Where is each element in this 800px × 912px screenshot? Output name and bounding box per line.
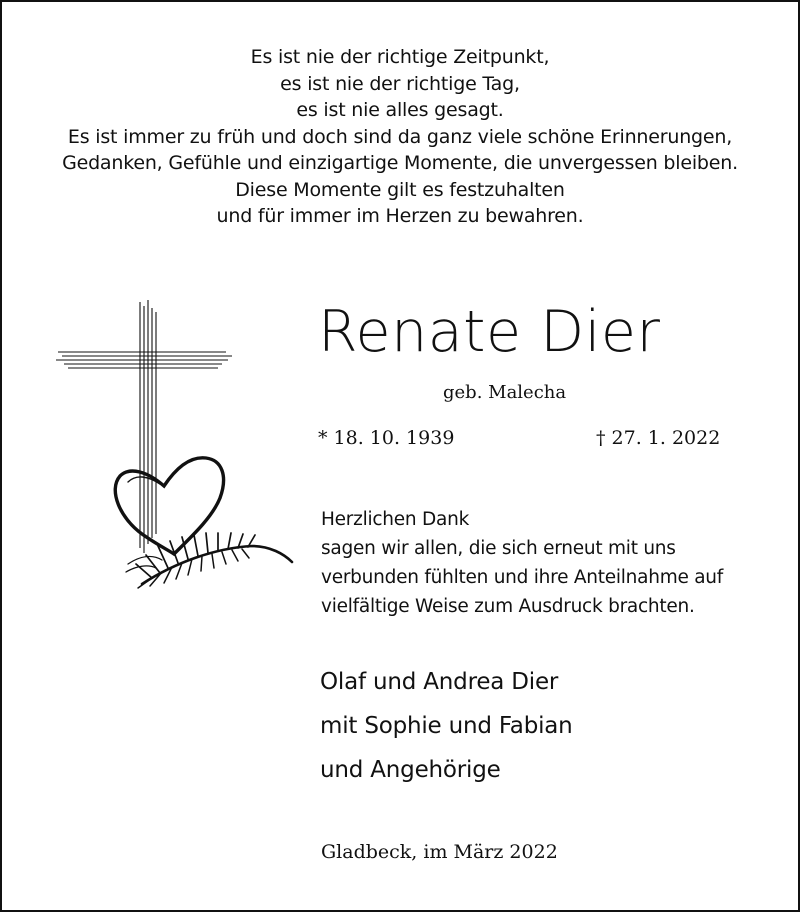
thanks-text bbox=[321, 505, 723, 621]
death-date: † 27. 1. 2022 bbox=[596, 427, 721, 449]
thanks-line: Herzlichen Dank bbox=[321, 509, 470, 530]
poem-line: es ist nie alles gesagt. bbox=[296, 99, 504, 121]
thanks-line: vielfältige Weise zum Ausdruck brachten. bbox=[321, 596, 695, 617]
poem-line: Gedanken, Gefühle und einzigartige Momente, die unvergessen bleiben. bbox=[62, 152, 738, 174]
deceased-name: Renate Dier bbox=[318, 299, 661, 365]
family-signature bbox=[320, 660, 573, 792]
poem-line: Es ist nie der richtige Zeitpunkt, bbox=[250, 46, 550, 68]
poem-line: Diese Momente gilt es festzuhalten bbox=[235, 178, 565, 201]
mourning-symbol bbox=[56, 298, 296, 602]
family-line: Olaf und Andrea Dier bbox=[320, 669, 559, 695]
maiden-name: geb. Malecha bbox=[443, 382, 567, 403]
poem-line: und für immer im Herzen zu bewahren. bbox=[216, 205, 584, 227]
poem-line: Es ist immer zu früh und doch sind da ganz viele schöne Erinnerungen, bbox=[67, 125, 733, 148]
family-line: mit Sophie und Fabian bbox=[320, 713, 573, 739]
family-line: und Angehörige bbox=[320, 757, 501, 783]
thanks-line: verbunden fühlten und ihre Anteilnahme auf bbox=[321, 567, 724, 588]
poem bbox=[0, 44, 800, 230]
birth-date: * 18. 10. 1939 bbox=[318, 427, 455, 449]
cross-icon bbox=[56, 300, 232, 553]
thanks-line: sagen wir allen, die sich erneut mit uns bbox=[321, 538, 676, 559]
poem-line: es ist nie der richtige Tag, bbox=[280, 72, 520, 95]
place-date: Gladbeck, im März 2022 bbox=[321, 841, 558, 863]
